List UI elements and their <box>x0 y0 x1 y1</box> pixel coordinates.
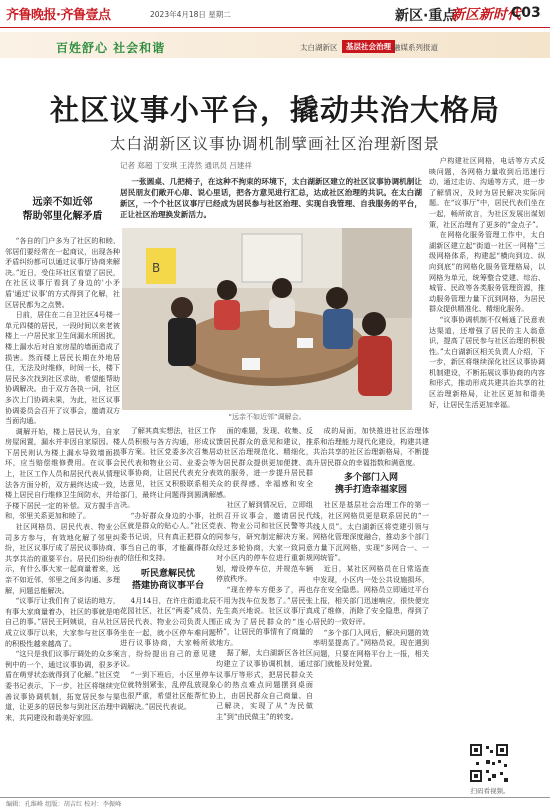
left-column-body <box>5 236 120 790</box>
banner-column-badge: 基层社会治理 <box>342 40 395 53</box>
paragraph: 社区网格员、居民代表、物业公司多方参与，有效地化解了邻里纠纷，社区议事厅成了居民议事协商、共享共治的重要平台。居民们纷纷表示，有什么事大家一起商量着来，远亲不如近邻，邻里之间多沟通、多理解，问题总能解决。 <box>5 522 120 595</box>
paragraph: 社区了解到情况后，立即组织召开议事会，邀请居民代表、物业公司和社区民警等共同参与，研究制定解决方案。经过多轮协商，大家一致同意对小区内的停车位进行重新规划，增设停车位，并规范车辆停放秩序。 <box>216 500 313 584</box>
page-brand: 新区新时代 <box>451 7 521 23</box>
body-column-4 <box>313 426 429 790</box>
left-column-heading <box>5 196 120 224</box>
section-heading-line1: 听民意解民忧 <box>140 568 195 579</box>
paragraph: “一到下班后，小区里停车位就特别紧张，乱停乱放现象也很严重，希望社区能帮忙协调解决。”居民代表说。 <box>120 669 216 711</box>
article-photo <box>122 228 412 410</box>
paragraph: 户构建社区网格，电话等方式反映问题，各网格力量收到后迅速行动，通过走访、沟通等方式，进一步了解情况，及时为居民解决实际问题。在“议事厅”中，居民代表们坐在一起，畅所欲言，为社区发展出谋划策，社区治理有了更多的“金点子”。 <box>429 156 545 229</box>
meeting-photo-illustration <box>122 228 412 410</box>
qr-code-icon <box>468 742 510 784</box>
page-footer: 编辑：孔维峰 组版：胡吉红 校对：李振峰 <box>0 797 550 807</box>
body-column-3 <box>216 426 313 790</box>
section-heading-line1: 多个部门入网 <box>343 473 398 484</box>
banner-slogan: 百姓舒心 社会和谐 <box>56 41 166 55</box>
paragraph: “办好群众身边的小事，社区就是群众的贴心人。”社区党委书记说，只有真正把群众的事当自己的事，才能赢得群众的信任和支持。 <box>120 510 216 563</box>
paragraph: 据了解，太白湖新区各社区均建立了议事协调机制，通过议事厅等形式，把居民群众关心的热点难点问题摆到桌面上，由居民群众自己商量、自己解决，实现了从“为民做主”到“由民做主”的转变。 <box>216 648 313 722</box>
left-heading-line1: 远亲不如近邻 <box>32 197 93 208</box>
section-heading <box>313 472 429 496</box>
banner-column-owner: 太白湖新区 <box>300 43 338 52</box>
paragraph: 近日，某社区网格员在日常巡查中发现，小区内一处公共设施损坏，存在安全隐患。网格员立即通过平台上报，相关部门迅速响应，很快便完成了维修，消除了安全隐患，得到了居民的一致好评。 <box>313 563 429 626</box>
page-number: C03 <box>511 5 541 21</box>
left-heading-line2: 帮助邻里化解矛盾 <box>22 211 103 222</box>
paragraph: “议事厅让我们有了说话的地方，有事大家商量着办，社区的事就是咱自己的事。”居民王阿姨说，自从社区成立议事厅以来，大家参与社区事务的积极性越来越高了。 <box>5 596 120 648</box>
section-heading-line2: 搭建协商议事平台 <box>131 580 204 591</box>
banner-column-suffix: 融媒系列报道 <box>393 43 438 52</box>
body-column-5 <box>429 156 545 746</box>
paragraph: “现在停车方便多了，再也不用为找车位发愁了。”居民张先生高兴地说。社区议事厅真正成为了居民群众的“连心桥”，让居民的事情有了商量的地方。 <box>216 584 313 647</box>
section-heading <box>120 568 216 592</box>
svg-text:B: B <box>152 261 161 275</box>
paragraph: “这只是我们议事厅调处的众多案例中的一个，通过议事协调，很多矛盾在萌芽状态就得到了化解。”社区党委书记表示，下一步，社区将继续完善议事协调机制，拓宽居民参与渠道，让更多的居民参与到社区治理中来，共同建设和谐美好家园。 <box>5 649 120 722</box>
paragraph: “各自的门户多为了社区的和睦、邻居们要经常在一起商议，出现各种矛盾纠纷都可以通过议事厅协商来解决。”近日，受住环社区看望了居民，在社区议事厅看到了身边的'小矛盾'通过'议事'的方式得到了化解，社区居民都为之点赞。 <box>5 236 120 309</box>
paragraph: 调解开始，楼上居民认为，自家房屋闲置，漏水并非因自家原因。楼下居民则认为楼上漏水导致墙面损坏，应当赔偿维修费用。在议事会上，社区工作人员和居民代表从情理法各方面分析，双方最终达成一致，楼上居民自行维修卫生间防水，并给予楼下居民一定的补偿。双方握手言和，邻里关系更加和睦了。 <box>5 426 120 521</box>
paragraph: “议事协调机制不仅畅通了民意表达渠道，还增强了居民的主人翁意识，提高了居民参与社区治理的积极性。”太白湖新区相关负责人介绍，下一步，新区将继续深化社区议事协调机制建设，不断拓展议事协商的内容和形式，推动形成共建共治共享的社区治理新格局，让社区更加和谐美好，让居民生活更加幸福。 <box>429 314 545 409</box>
section-name: 新区·重点 <box>395 8 457 24</box>
paragraph: 日前，居住在二自卫社区4号楼一单元四楼的居民，一段时间以来老被楼上一户居民家卫生间漏水所困扰，楼上漏水后对自家房屋的墙面造成了损害。然而楼上居民长期在外地居住，无法及时维修，时间一长，楼下居民多次找到社区求助，希望能帮助协调解决。由于双方各执一词，社区多次上门协调未果，为此，社区议事协调委员会召开了议事会，邀请双方当面沟通。 <box>5 310 120 426</box>
paragraph: 面的难题，发现、收集、反馈居民群众的意见和建议，推动社区治理规范化、精细化，为居民群众提供更加便捷、高效的服务，进一步提升居民群众的获得感、幸福感和安全感。 <box>216 426 313 499</box>
paragraph: “多个部门入网后，解决问题的效率明显提高了。”网格员说，现在遇到问题，只要在网格平台上一报，相关部门就能及时处置。 <box>313 627 429 669</box>
issue-date: 2023年4月18日 星期二 <box>150 10 231 19</box>
qr-caption: 扫码看视频。 <box>470 787 510 795</box>
article-byline: 记者 郑超 丁安琪 王涛然 通讯员 吕建祥 <box>120 161 252 170</box>
body-column-2 <box>120 426 216 790</box>
article-subheadline: 太白湖新区议事协调机制擘画社区治理新图景 <box>109 135 440 153</box>
paragraph: 在网格化服务管理工作中，太白湖新区建立起“街道一社区一网格”三级网格体系，构建起“横向到边、纵向到底”的网格化服务管理格局，以网格为单元，统筹整合党建、综治、城管、民政等各类服务管理资源，推动服务管理力量下沉到网格，为居民群众提供精准化、精细化服务。 <box>429 230 545 314</box>
paragraph: 4月14日，在许庄街道北辰花园社区，社区“两委”成员、居民代表、物业公司负责人围坐在一起，就小区停车难问题进行议事协商，大家畅所欲言，纷纷提出自己的意见建议。 <box>120 595 216 669</box>
paragraph: 社区是基层社会治理工作的第一线，社区网格员更是联系居民的“一线人员”。太白湖新区将党建引领与网格化管理深度融合，推动多个部门力量下沉网格，实现“多网合一、一网统管”。 <box>313 500 429 563</box>
photo-caption: “远亲不如近邻”调解会。 <box>228 413 306 421</box>
paragraph: 成的局面，加快推进社区治理体系和治理能力现代化建设，构建共建共治共享的社区治理新格局，不断提升居民群众的幸福指数和满意度。 <box>313 426 429 467</box>
paragraph: 了解其真实想法，社区工作人员积极与各方沟通，形成议事方案。社区党委多次召集居民代表和物业公司、业委会等议事协商，让居民代表充分表达意见，社区又积极联系相关部门，最终让问题得到圆满解决。 <box>120 426 216 510</box>
article-headline: 社区议事小平台，撬动共治大格局 <box>49 93 500 127</box>
section-heading-line2: 携手打造幸福家园 <box>334 485 407 496</box>
article-lead: 一张圆桌、几把椅子，在这种不拘束的环境下，太白湖新区建立的社区议事协调机制让居民朋友们敞开心扉、说心里话，把各方意见进行汇总，达成社区治理的共识。在太白湖新区，一个个社区议事厅已经成为居民参与社区治理、实现自我管理、自我服务的平台，正让社区治理换发新活力。 <box>120 177 422 219</box>
newspaper-logo: 齐鲁晚报·齐鲁壹点 <box>6 8 111 23</box>
